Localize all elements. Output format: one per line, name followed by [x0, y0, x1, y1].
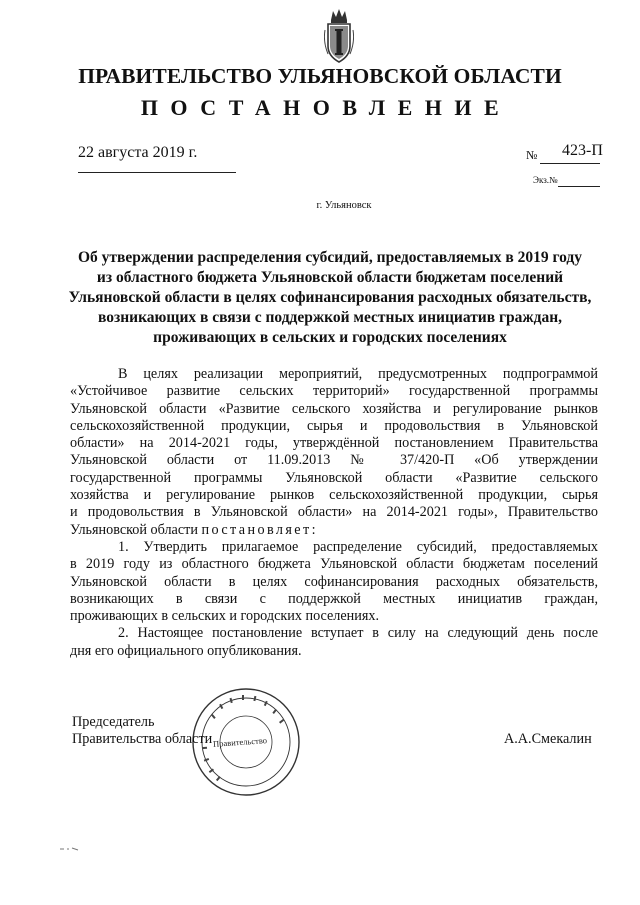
body-line: области» на 2014-2021 годы, утверждённой постановлением Правительства	[70, 435, 598, 452]
heading-line: возникающих в связи с поддержкой местных инициатив граждан,	[97, 309, 563, 326]
body-line: возникающих в связи с поддержкой местных инициатив граждан,	[70, 590, 598, 607]
seal-text: Правительство	[212, 735, 268, 749]
number-sign: №	[526, 148, 538, 162]
preamble-last-prefix: Ульяновской области	[70, 521, 202, 538]
date-underline	[78, 172, 236, 173]
body-line: и продовольствия в Ульяновской области» на 2014-2021 годы», Правительство	[70, 504, 598, 521]
body-line: Ульяновской области «Развитие сельского хозяйства и регулирование рынков	[70, 400, 598, 417]
document-date: 22 августа 2019 г.	[78, 144, 198, 161]
body-line: «Устойчивое развитие сельских территорий» государственной программы	[70, 383, 598, 400]
preamble-paragraph	[70, 366, 598, 539]
number-underline	[540, 163, 600, 164]
document-city: г. Ульяновск	[316, 200, 372, 211]
item-1-paragraph	[70, 539, 598, 625]
body-line: 2. Настоящее постановление вступает в силу на следующий день после	[118, 625, 598, 642]
item-2-paragraph	[70, 625, 598, 660]
signatory-role-line1: Председатель	[72, 714, 155, 730]
document-body	[70, 366, 598, 660]
body-line: В целях реализации мероприятий, предусмотренных подпрограммой	[118, 366, 598, 382]
document-number: 423-П	[562, 142, 603, 159]
document-type: ПОСТАНОВЛЕНИЕ	[140, 95, 512, 120]
heading-line: из областного бюджета Ульяновской области бюджетам поселений	[96, 269, 564, 286]
copy-number-label: Экз.№	[533, 175, 558, 185]
document-heading	[60, 248, 600, 348]
heading-line: проживающих в сельских и городских поселениях	[153, 329, 507, 346]
coat-of-arms-icon	[324, 8, 354, 64]
copy-number-underline	[558, 186, 600, 187]
scan-artifact-icon	[60, 846, 80, 852]
body-line: Ульяновской области от 11.09.2013 № 37/420-П «Об утверждении	[70, 452, 598, 469]
signatory-role-line2: Правительства области	[72, 731, 213, 747]
organization-title: ПРАВИТЕЛЬСТВО УЛЬЯНОВСКОЙ ОБЛАСТИ	[78, 64, 562, 88]
body-line: хозяйства и регулирование рынков сельскохозяйственной продукции, сырья	[70, 487, 598, 504]
body-line: дня его официального опубликования.	[70, 642, 302, 659]
body-line: 1. Утвердить прилагаемое распределение субсидий, предоставляемых	[118, 538, 598, 555]
heading-line: Ульяновской области в целях софинансирования расходных обязательств,	[68, 289, 592, 306]
body-line: проживающих в сельских и городских поселениях.	[70, 608, 380, 625]
heading-line: Об утверждении распределения субсидий, предоставляемых в 2019 году	[78, 249, 582, 266]
body-line: государственной программы Ульяновской области «Развитие сельского	[70, 469, 598, 486]
resolves-word: постановляет:	[201, 521, 318, 538]
body-line	[70, 522, 598, 539]
body-line: сельскохозяйственной продукции, сырья и продовольствия в Ульяновской	[70, 417, 598, 434]
body-line: в 2019 году из областного бюджета Ульяновской области бюджетам поселений	[70, 556, 598, 573]
body-line: Ульяновской области в целях софинансирования расходных обязательств,	[70, 573, 598, 590]
signatory-name: А.А.Смекалин	[504, 731, 592, 747]
